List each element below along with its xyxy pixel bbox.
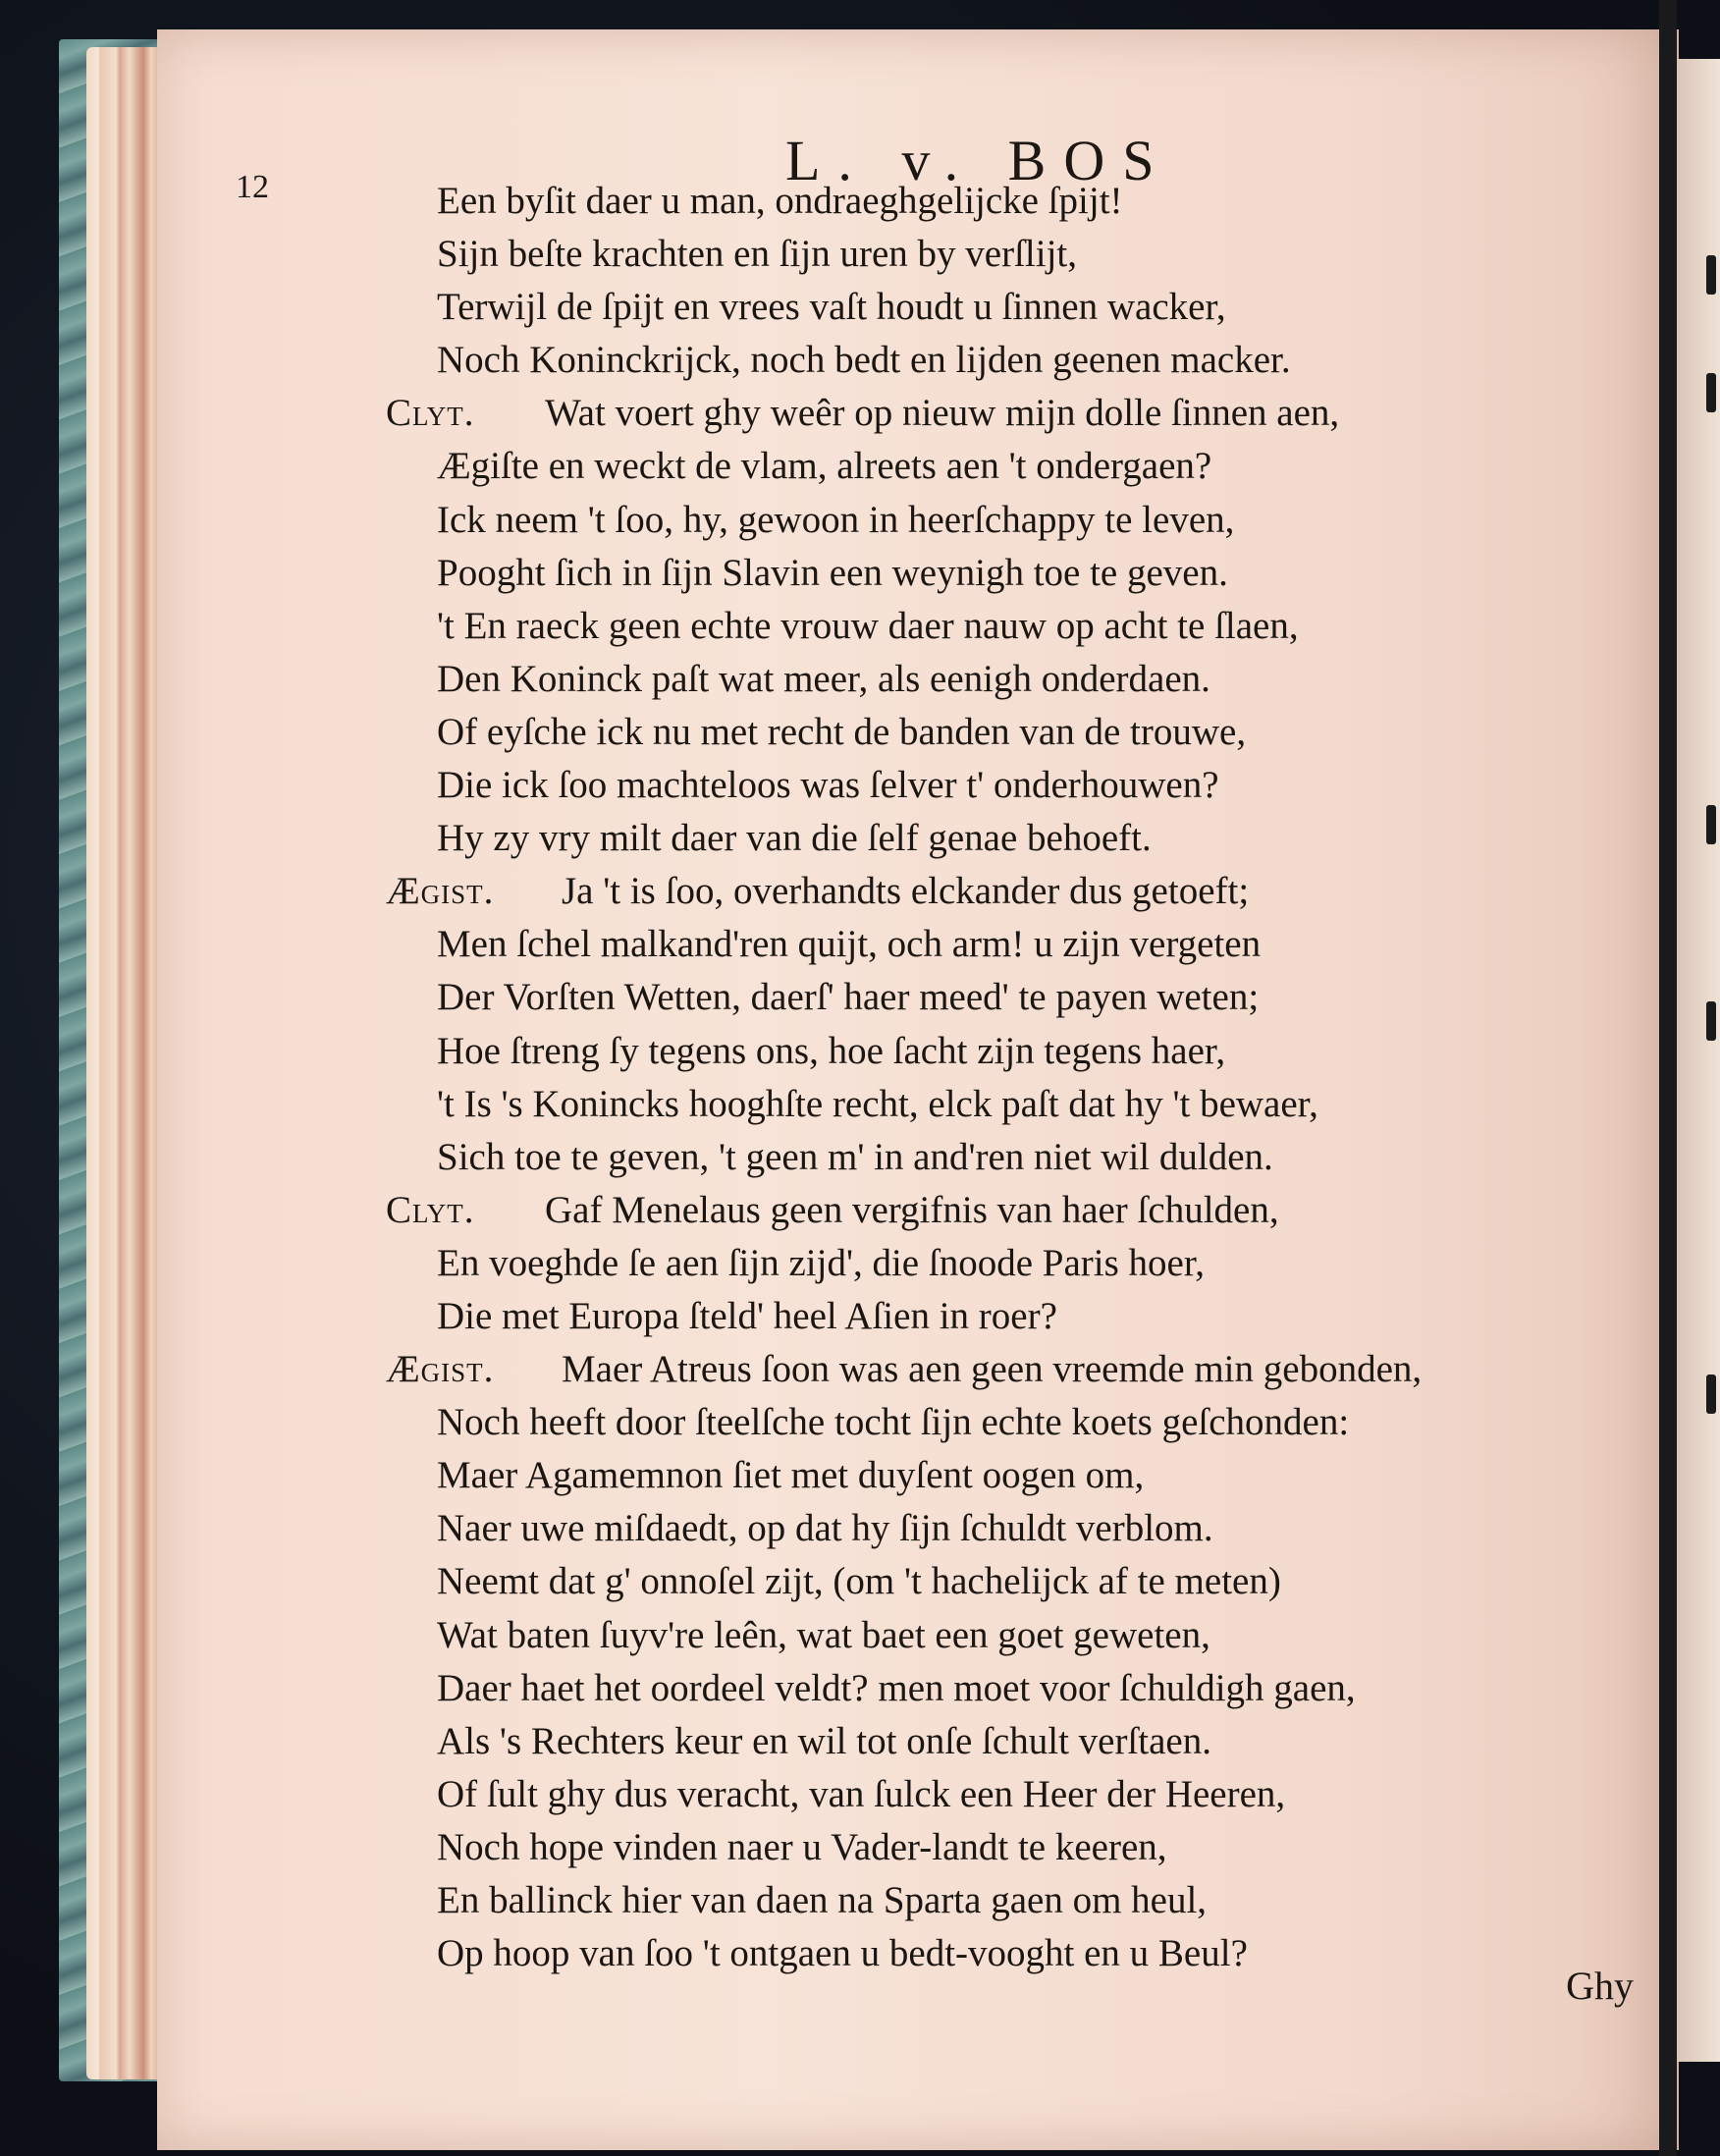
verse-line-text: Op hoop van ſoo 't ontgaen u bedt-vooght en u Beul? [437, 1932, 1248, 1975]
verse-line [388, 1449, 1644, 1502]
verse-line [388, 1343, 1644, 1396]
facing-page-letter [1706, 805, 1716, 844]
verse-line-text: Ægiſte en weckt de vlam, alreets aen 't ondergaen? [437, 445, 1212, 488]
book-gutter [1659, 0, 1677, 2156]
facing-page-letter [1706, 373, 1716, 412]
verse-line [388, 1237, 1644, 1290]
verse-line [388, 600, 1644, 653]
verse-line [388, 1768, 1644, 1821]
verse-line [388, 1396, 1644, 1449]
verse-line [388, 812, 1644, 865]
verse-line [388, 1078, 1644, 1131]
verse-line [388, 440, 1644, 493]
verse-line-text: Ick neem 't ſoo, hy, gewoon in heerſchappy te leven, [437, 498, 1235, 541]
verse-line-text: 't Is 's Konincks hooghſte recht, elck paſt dat hy 't bewaer, [437, 1082, 1318, 1125]
verse-line-text: En voeghde ſe aen ſijn zijd', die ſnoode Paris hoer, [437, 1241, 1205, 1284]
facing-page-edge [1677, 59, 1720, 2062]
verse-line [388, 1874, 1644, 1927]
verse-line-text: 't En raeck geen echte vrouw daer nauw op acht te ſlaen, [437, 604, 1299, 647]
verse-line [388, 653, 1644, 706]
verse-line-text: Naer uwe miſdaedt, op dat hy ſijn ſchuldt verblom. [437, 1507, 1213, 1550]
verse-line [388, 334, 1644, 387]
verse-line-text: Of ſult ghy dus veracht, van ſulck een Heer der Heeren, [437, 1772, 1286, 1815]
page-number: 12 [236, 169, 269, 205]
verse-line [388, 175, 1644, 228]
verse-line [388, 1927, 1644, 1980]
verse-line-text: Noch heeft door ſteelſche tocht ſijn echte koets geſchonden: [437, 1401, 1350, 1444]
verse-line-text: Daer haet het oordeel veldt? men moet voor ſchuldigh gaen, [437, 1666, 1356, 1709]
verse-line-text: Die ick ſoo machteloos was ſelver t' onderhouwen? [437, 764, 1219, 807]
verse-line [388, 1715, 1644, 1768]
running-head-title: L. v. BOS [785, 129, 1172, 192]
verse-line-text: Ja 't is ſoo, overhandts elckander dus getoeft; [562, 870, 1250, 913]
verse-line [388, 759, 1644, 812]
verse-line-text: Wat voert ghy weêr op nieuw mijn dolle ſinnen aen, [545, 392, 1340, 435]
facing-page-letter [1706, 1001, 1716, 1041]
verse-line-text: Der Vorſten Wetten, daerſ' haer meed' te payen weten; [437, 976, 1260, 1019]
verse-line [388, 1502, 1644, 1555]
verse-line-text: Die met Europa ſteld' heel Aſien in roer? [437, 1294, 1057, 1337]
verse-line-text: Maer Agamemnon ſiet met duyſent oogen om, [437, 1454, 1145, 1497]
verse-line-text: Neemt dat g' onnoſel zijt, (om 't hachelijck af te meten) [437, 1560, 1281, 1603]
verse-line [388, 865, 1644, 918]
verse-line [388, 1609, 1644, 1662]
verse-line-text: Men ſchel malkand'ren quijt, och arm! u zijn vergeten [437, 923, 1262, 966]
verse-line-text: Wat baten ſuyv're leên, wat baet een goet geweten, [437, 1613, 1210, 1656]
verse-line [388, 228, 1644, 281]
speaker-label: Clyt. [386, 392, 475, 435]
verse-line-text: En ballinck hier van daen na Sparta gaen om heul, [437, 1879, 1208, 1921]
verse-line [388, 1131, 1644, 1184]
verse-line [388, 494, 1644, 547]
speaker-label: Clyt. [386, 1188, 475, 1231]
catchword: Ghy [1566, 1964, 1634, 2008]
speaker-label: Ægist. [386, 870, 495, 913]
verse-line [388, 1290, 1644, 1343]
verse-line-text: Sijn beſte krachten en ſijn uren by verſlijt, [437, 233, 1077, 276]
verse-line-text: Hy zy vry milt daer van die ſelf genae behoeft. [437, 817, 1152, 860]
speaker-label: Ægist. [386, 1348, 495, 1391]
verse-line-text: Of eyſche ick nu met recht de banden van de trouwe, [437, 710, 1247, 753]
verse-line-text: Een byſit daer u man, ondraeghgelijcke ſpijt! [437, 180, 1123, 222]
verse-line-text: Als 's Rechters keur en wil tot onſe ſchult verſtaen. [437, 1719, 1211, 1762]
verse-line [388, 547, 1644, 600]
verse-line [388, 387, 1644, 440]
facing-page-letter [1706, 255, 1716, 295]
verse-line-text: Terwijl de ſpijt en vrees vaſt houdt u ſinnen wacker, [437, 286, 1226, 329]
verse-text-block [388, 175, 1644, 1980]
verse-line-text: Hoe ſtreng ſy tegens ons, hoe ſacht zijn tegens haer, [437, 1029, 1226, 1072]
verse-line-text: Sich toe te geven, 't geen m' in and'ren niet wil dulden. [437, 1135, 1273, 1178]
verse-line-text: Den Koninck paſt wat meer, als eenigh onderdaen. [437, 657, 1210, 700]
verse-line [388, 1025, 1644, 1078]
verse-line [388, 1821, 1644, 1874]
verse-line [388, 1555, 1644, 1608]
verse-line-text: Maer Atreus ſoon was aen geen vreemde min gebonden, [562, 1348, 1423, 1391]
verse-line [388, 918, 1644, 971]
verse-line [388, 1662, 1644, 1715]
verse-line-text: Gaf Menelaus geen vergifnis van haer ſchulden, [545, 1188, 1279, 1231]
verse-line [388, 971, 1644, 1024]
verse-line-text: Noch Koninckrijck, noch bedt en lijden geenen macker. [437, 339, 1291, 382]
verse-line [388, 1184, 1644, 1237]
verse-line-text: Noch hope vinden naer u Vader-landt te keeren, [437, 1825, 1167, 1868]
facing-page-letter [1706, 1374, 1716, 1414]
verse-line-text: Pooght ſich in ſijn Slavin een weynigh toe te geven. [437, 551, 1228, 594]
verse-line [388, 281, 1644, 334]
verse-line [388, 706, 1644, 759]
